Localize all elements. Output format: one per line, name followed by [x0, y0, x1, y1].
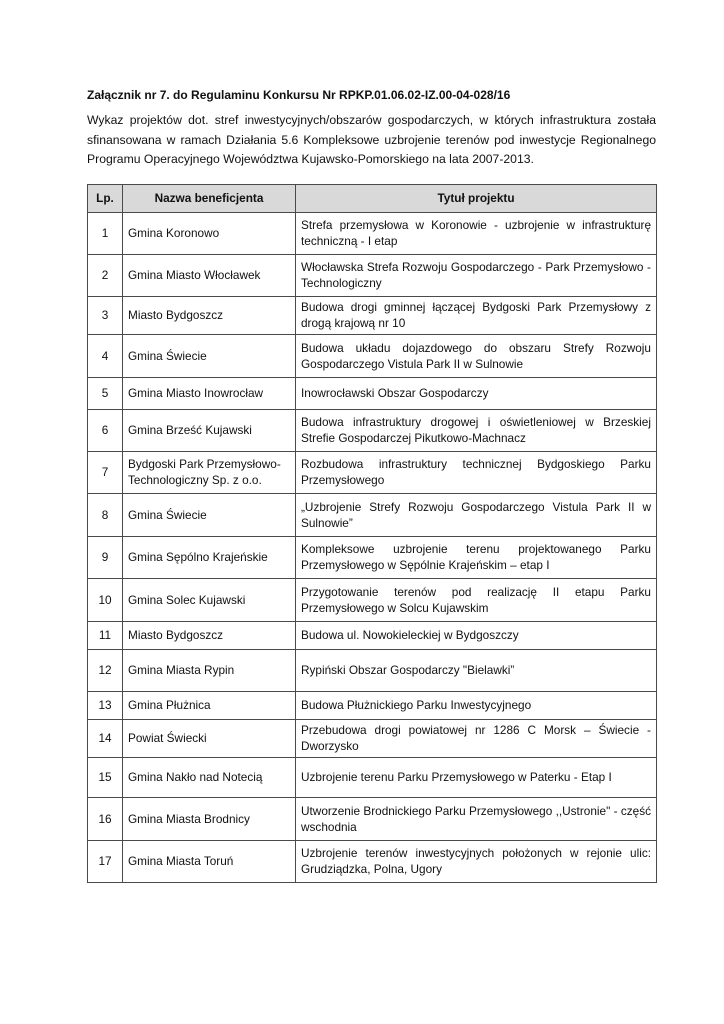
cell-beneficiary: Gmina Miasto Inowrocław	[123, 377, 296, 409]
cell-project-title: Przygotowanie terenów pod realizację II etapu Parku Przemysłowego w Solcu Kujawskim	[296, 578, 657, 621]
cell-beneficiary: Miasto Bydgoszcz	[123, 621, 296, 649]
cell-beneficiary: Powiat Świecki	[123, 719, 296, 757]
table-row	[88, 797, 657, 840]
table-row	[88, 334, 657, 377]
cell-lp: 4	[88, 334, 123, 377]
table-row	[88, 296, 657, 334]
table-row	[88, 840, 657, 882]
document-page	[87, 88, 656, 883]
cell-beneficiary: Gmina Miasto Włocławek	[123, 254, 296, 296]
cell-beneficiary: Bydgoski Park Przemysłowo-Technologiczny Sp. z o.o.	[123, 451, 296, 493]
cell-lp: 7	[88, 451, 123, 493]
cell-beneficiary: Gmina Koronowo	[123, 212, 296, 254]
cell-beneficiary: Gmina Sępólno Krajeńskie	[123, 536, 296, 578]
cell-project-title: Utworzenie Brodnickiego Parku Przemysłowego ,,Ustronie" - część wschodnia	[296, 797, 657, 840]
cell-project-title: Rypiński Obszar Gospodarczy "Bielawki”	[296, 649, 657, 691]
cell-beneficiary: Gmina Miasta Rypin	[123, 649, 296, 691]
header-project-title: Tytuł projektu	[296, 184, 657, 212]
cell-beneficiary: Gmina Miasta Brodnicy	[123, 797, 296, 840]
table-body	[88, 212, 657, 882]
table-row	[88, 212, 657, 254]
cell-beneficiary: Gmina Nakło nad Notecią	[123, 757, 296, 797]
table-row	[88, 254, 657, 296]
table-row	[88, 719, 657, 757]
table-row	[88, 649, 657, 691]
table-row	[88, 536, 657, 578]
cell-lp: 17	[88, 840, 123, 882]
header-lp: Lp.	[88, 184, 123, 212]
cell-beneficiary: Gmina Miasta Toruń	[123, 840, 296, 882]
cell-project-title: Uzbrojenie terenów inwestycyjnych położonych w rejonie ulic: Grudziądzka, Polna, Ugory	[296, 840, 657, 882]
cell-project-title: Uzbrojenie terenu Parku Przemysłowego w Paterku - Etap I	[296, 757, 657, 797]
cell-beneficiary: Gmina Płużnica	[123, 691, 296, 719]
intro-paragraph: Wykaz projektów dot. stref inwestycyjnych/obszarów gospodarczych, w których infrastruktura została sfinansowana w ramach Działania 5.6 Kompleksowe uzbrojenie terenów pod inwestycje Regionalnego Programu Operacyjnego Województwa Kujawsko-Pomorskiego na lata 2007-2013.	[87, 113, 656, 166]
table-header-row	[88, 184, 657, 212]
cell-lp: 6	[88, 409, 123, 451]
table-row	[88, 451, 657, 493]
cell-lp: 1	[88, 212, 123, 254]
cell-lp: 8	[88, 493, 123, 536]
projects-table	[87, 184, 657, 883]
cell-lp: 13	[88, 691, 123, 719]
cell-project-title: Budowa drogi gminnej łączącej Bydgoski Park Przemysłowy z drogą krajową nr 10	[296, 296, 657, 334]
cell-beneficiary: Gmina Brześć Kujawski	[123, 409, 296, 451]
cell-project-title: „Uzbrojenie Strefy Rozwoju Gospodarczego Vistula Park II w Sulnowie”	[296, 493, 657, 536]
cell-project-title: Budowa Płużnickiego Parku Inwestycyjnego	[296, 691, 657, 719]
cell-beneficiary: Miasto Bydgoszcz	[123, 296, 296, 334]
cell-project-title: Budowa infrastruktury drogowej i oświetleniowej w Brzeskiej Strefie Gospodarczej Pikutkowo-Machnacz	[296, 409, 657, 451]
cell-project-title: Budowa ul. Nowokieleckiej w Bydgoszczy	[296, 621, 657, 649]
header-beneficiary: Nazwa beneficjenta	[123, 184, 296, 212]
cell-lp: 3	[88, 296, 123, 334]
cell-project-title: Strefa przemysłowa w Koronowie - uzbrojenie w infrastrukturę techniczną - I etap	[296, 212, 657, 254]
cell-project-title: Przebudowa drogi powiatowej nr 1286 C Morsk – Świecie - Dworzysko	[296, 719, 657, 757]
cell-lp: 10	[88, 578, 123, 621]
cell-project-title: Inowrocławski Obszar Gospodarczy	[296, 377, 657, 409]
cell-project-title: Budowa układu dojazdowego do obszaru Strefy Rozwoju Gospodarczego Vistula Park II w Sulnowie	[296, 334, 657, 377]
cell-lp: 11	[88, 621, 123, 649]
document-title: Załącznik nr 7. do Regulaminu Konkursu Nr RPKP.01.06.02-IZ.00-04-028/16	[87, 88, 511, 102]
cell-project-title: Włocławska Strefa Rozwoju Gospodarczego - Park Przemysłowo - Technologiczny	[296, 254, 657, 296]
cell-lp: 16	[88, 797, 123, 840]
cell-lp: 9	[88, 536, 123, 578]
table-row	[88, 621, 657, 649]
cell-beneficiary: Gmina Solec Kujawski	[123, 578, 296, 621]
cell-lp: 15	[88, 757, 123, 797]
cell-lp: 14	[88, 719, 123, 757]
table-row	[88, 691, 657, 719]
cell-lp: 12	[88, 649, 123, 691]
cell-beneficiary: Gmina Świecie	[123, 493, 296, 536]
table-row	[88, 409, 657, 451]
table-row	[88, 578, 657, 621]
cell-project-title: Kompleksowe uzbrojenie terenu projektowanego Parku Przemysłowego w Sępólnie Krajeńskim – etap I	[296, 536, 657, 578]
table-row	[88, 377, 657, 409]
table-row	[88, 757, 657, 797]
cell-beneficiary: Gmina Świecie	[123, 334, 296, 377]
table-row	[88, 493, 657, 536]
cell-project-title: Rozbudowa infrastruktury technicznej Bydgoskiego Parku Przemysłowego	[296, 451, 657, 493]
cell-lp: 2	[88, 254, 123, 296]
cell-lp: 5	[88, 377, 123, 409]
